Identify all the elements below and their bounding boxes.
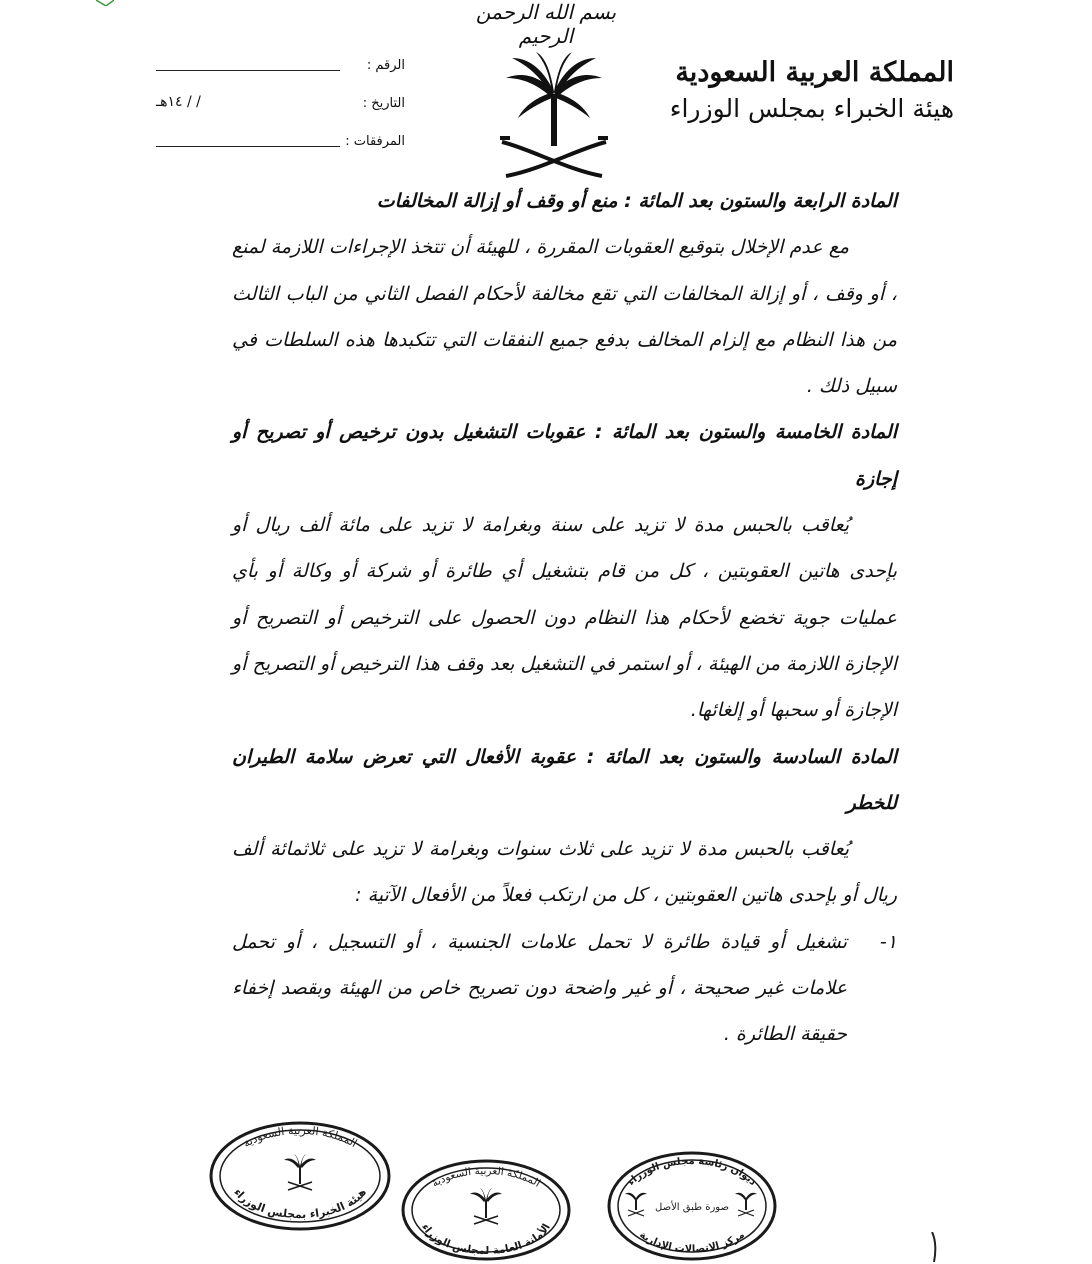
ref-attachments-label: المرفقات : bbox=[345, 134, 405, 149]
article-165-heading: المادة الخامسة والستون بعد المائة : عقوبات التشغيل بدون ترخيص أو تصريح أو إجازة bbox=[232, 421, 897, 490]
list-item-number: ١- bbox=[879, 930, 897, 953]
ref-date-row bbox=[150, 94, 415, 132]
organization-header bbox=[654, 55, 954, 127]
seal2-top-text: المملكة العربية السعودية bbox=[429, 1164, 543, 1190]
article-166-body: يُعاقب بالحبس مدة لا تزيد على ثلاث سنوات وبغرامة لا تزيد على ثلاثمائة ألف ريال أو بإحدى هاتين العقوبتين ، كل من ارتكب فعلاً من الأفعال الآتية : bbox=[232, 838, 897, 907]
seal3-bottom-text: مركز الاتصالات الإدارية bbox=[637, 1229, 747, 1256]
seal1-bottom-text: هيئة الخبراء بمجلس الوزراء bbox=[231, 1185, 370, 1222]
org-name-line1: المملكة العربية السعودية bbox=[675, 57, 954, 88]
corner-mark-icon bbox=[96, 0, 114, 6]
seal3-palm-icon-left bbox=[625, 1193, 647, 1216]
ref-date-label: التاريخ : bbox=[362, 96, 405, 111]
reference-block bbox=[150, 56, 415, 170]
seal2-bottom-text: الأمانة العامة لمجلس الوزراء bbox=[418, 1221, 554, 1258]
ref-attachments-row bbox=[150, 132, 415, 170]
list-item bbox=[232, 919, 897, 1058]
stamp-seal-administrative-communications bbox=[606, 1150, 778, 1262]
seal1-top-text: المملكة العربية السعودية bbox=[240, 1123, 360, 1151]
article-165-body: يُعاقب بالحبس مدة لا تزيد على سنة وبغرامة لا تزيد على مائة ألف ريال أو بإحدى هاتين العقوبتين ، كل من قام بتشغيل أي طائرة أو شركة أو وكالة أو بأي عمليات جوية تخضع لأحكام هذا النظام دون الحصول على الترخيص أو التصريح أو الإجازة اللازمة من الهيئة ، أو استمر في التشغيل بعد وقف هذا الترخيص أو التصريح أو الإجازة أو سحبها أو إلغائها. bbox=[232, 514, 897, 722]
seal3-palm-icon-right bbox=[735, 1193, 757, 1216]
article-164-body: مع عدم الإخلال بتوقيع العقوبات المقررة ، للهيئة أن تتخذ الإجراءات اللازمة لمنع ، أو وقف ، أو إزالة المخالفات التي تقع مخالفة لأحكام الفصل الثاني من الباب الثالث من هذا النظام مع إلزام المخالف بدفع جميع النفقات التي تتكبدها هذه السلطات في سبيل ذلك . bbox=[232, 236, 897, 398]
seal3-top-text: ديوان رئاسة مجلس الوزراء bbox=[625, 1155, 759, 1189]
stamp-seal-general-secretariat bbox=[400, 1158, 572, 1262]
stamp-seal-experts-commission bbox=[208, 1120, 392, 1232]
list-item-text: تشغيل أو قيادة طائرة لا تحمل علامات الجنسية ، أو التسجيل ، أو تحمل علامات غير صحيحة ، أو غير واضحة دون تصريح خاص من الهيئة وبقصد إخفاء حقيقة الطائرة . bbox=[232, 930, 847, 1046]
ref-number-line bbox=[156, 70, 340, 71]
document-body bbox=[232, 178, 897, 1058]
article-166-heading: المادة السادسة والستون بعد المائة : عقوبة الأفعال التي تعرض سلامة الطيران للخطر bbox=[232, 745, 897, 814]
palm-swords-emblem-icon bbox=[498, 52, 610, 182]
article-164-heading: المادة الرابعة والستون بعد المائة : منع أو وقف أو إزالة المخالفات bbox=[376, 190, 897, 212]
ref-number-label: الرقم : bbox=[366, 58, 405, 73]
ref-date-value: / / ١٤هـ bbox=[156, 94, 201, 110]
org-name-line2: هيئة الخبراء بمجلس الوزراء bbox=[669, 94, 954, 123]
seal3-middle-text: صورة طبق الأصل bbox=[655, 1202, 729, 1213]
seal2-palm-icon bbox=[470, 1188, 502, 1224]
seal1-palm-icon bbox=[284, 1154, 316, 1190]
ref-number-row bbox=[150, 56, 415, 94]
ref-attachments-line bbox=[156, 146, 340, 147]
basmala: بسم الله الرحمن الرحيم bbox=[475, 0, 617, 48]
margin-mark-icon bbox=[930, 1232, 940, 1262]
